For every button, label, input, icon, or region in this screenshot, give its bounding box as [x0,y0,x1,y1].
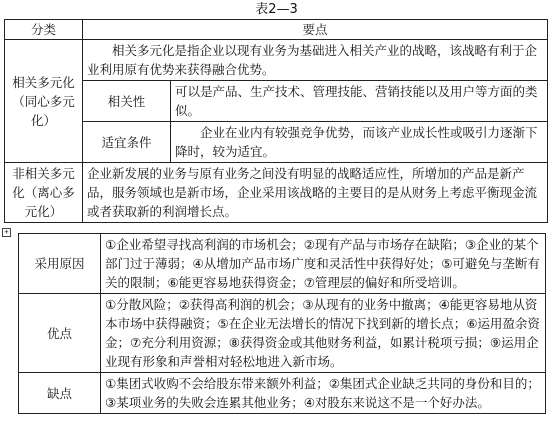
category-related: 相关多元化（同心多元化） [5,40,83,163]
unrelated-text: 企业新发展的业务与原有业务之间没有明显的战略适应性，所增加的产品是新产品，服务领域也是新市场，企业采用该战略的主要目的是从财务上考虑平衡现金流或者获取新的利润增长点。 [83,163,548,223]
table-title: 表2—3 [255,2,298,17]
label-advantages: 优点 [19,294,101,373]
label-disadvantages: 缺点 [19,373,101,414]
diversification-table [4,19,548,223]
unrelated-detail-table [18,233,546,414]
header-category: 分类 [5,20,83,40]
table-row [19,234,546,294]
table-header-row [5,20,548,40]
table-row [19,294,546,373]
table-row [5,81,548,122]
text-disadvantages: ①集团式收购不会给股东带来额外利益；②集团式企业缺乏共同的身份和目的；③某项业务的失败会连累其他业务；④对股东来说这不是一个好办法。 [101,373,546,414]
text-reasons: ①企业希望寻找高利润的市场机会；②现有产品与市场存在缺陷；③企业的某个部门过于薄弱；④从增加产品市场广度和灵活性中获得好处；⑤可避免与垄断有关的限制；⑥能更容易地获得资金；⑦管理层的偏好和所受培训。 [101,234,546,294]
text-advantages: ①分散风险；②获得高利润的机会；③从现有的业务中撤离；④能更容易地从资本市场中获得融资；⑤在企业无法增长的情况下找到新的增长点；⑥运用盈余资金；⑦充分利用资源；⑧获得资金或其他财务利益，如累计税项亏损；⑨运用企业现有形象和声誉相对轻松地进入新市场。 [101,294,546,373]
table-row [19,373,546,414]
header-key-points: 要点 [83,20,548,40]
table-row [5,40,548,81]
sub-text-relatedness: 可以是产品、生产技术、管理技能、营销技能以及用户等方面的类似。 [171,81,548,122]
table-move-handle-icon[interactable]: + [2,228,11,237]
related-definition: 相关多元化是指企业以现有业务为基础进入相关产业的战略，该战略有利于企业利用原有优势来获得融合优势。 [83,40,548,81]
category-unrelated: 非相关多元化（离心多元化） [5,163,83,223]
table-row [5,122,548,163]
sub-label-conditions: 适宜条件 [83,122,171,163]
sub-label-relatedness: 相关性 [83,81,171,122]
label-reasons: 采用原因 [19,234,101,294]
sub-text-conditions: 企业在业内有较强竞争优势，而该产业成长性或吸引力逐渐下降时，较为适宜。 [171,122,548,163]
table-row [5,163,548,223]
